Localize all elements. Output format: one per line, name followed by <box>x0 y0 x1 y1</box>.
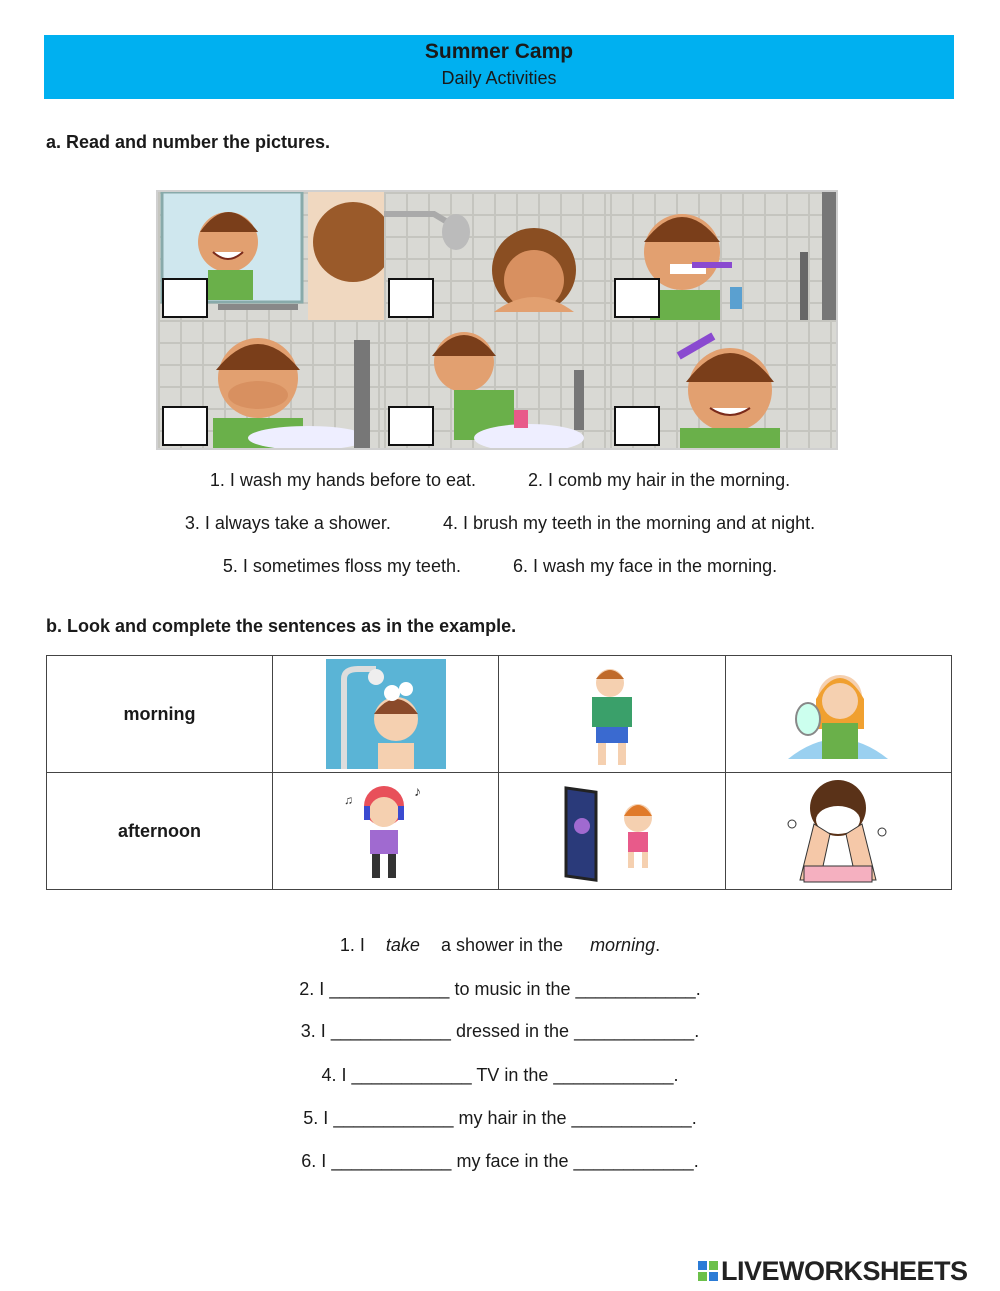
activities-table <box>46 655 952 890</box>
number-input-box[interactable] <box>614 278 660 318</box>
dressing-boy-icon <box>552 659 672 769</box>
sentence-suffix: . <box>691 1108 697 1128</box>
blank-time-input[interactable]: ____________ <box>573 1151 694 1171</box>
sentence-suffix: . <box>694 1021 700 1041</box>
title-banner <box>44 35 954 99</box>
worksheet-title: Summer Camp <box>424 40 574 63</box>
example-time: morning <box>590 935 656 955</box>
picture-washing-face <box>158 320 384 448</box>
sentence-suffix: . <box>695 979 701 999</box>
sentence-prefix: 1. I <box>339 935 365 955</box>
sentence-middle: a shower in the <box>440 935 564 955</box>
watching-tv-icon <box>552 776 672 886</box>
sentence-row-2 <box>0 513 1000 534</box>
sentence: 4. I brush my teeth in the morning and at night. <box>442 513 816 533</box>
svg-text:♫: ♫ <box>343 793 353 807</box>
table-row <box>47 656 952 773</box>
blank-verb-input[interactable]: ____________ <box>351 1065 472 1085</box>
picture-grid <box>156 190 838 450</box>
number-input-box[interactable] <box>162 278 208 318</box>
sentence: 5. I sometimes floss my teeth. <box>222 556 461 576</box>
logo-grid-icon <box>698 1261 718 1281</box>
svg-text:♪: ♪ <box>413 783 421 799</box>
liveworksheets-logo <box>698 1256 968 1286</box>
number-input-box[interactable] <box>162 406 208 446</box>
washing-face-icon <box>778 776 898 886</box>
music-girl-icon <box>326 776 446 886</box>
sentence-middle: my face in the <box>456 1151 569 1171</box>
blank-time-input[interactable]: ____________ <box>571 1108 692 1128</box>
sentence: 6. I wash my face in the morning. <box>512 556 778 576</box>
worksheet-subtitle: Daily Activities <box>441 68 557 88</box>
example-sentence <box>0 935 1000 956</box>
sentence-prefix: 6. I <box>301 1151 327 1171</box>
blank-verb-input[interactable]: ____________ <box>333 1108 454 1128</box>
sentence-prefix: 2. I <box>299 979 325 999</box>
sentence-prefix: 4. I <box>321 1065 347 1085</box>
combing-girl-icon <box>778 659 898 769</box>
sentence-prefix: 5. I <box>303 1108 329 1128</box>
cell-music <box>273 773 499 890</box>
fill-sentence-3 <box>0 1021 1000 1042</box>
cell-shower <box>273 656 499 773</box>
sentence-middle: my hair in the <box>458 1108 567 1128</box>
cell-combing <box>725 656 951 773</box>
sentence-prefix: 3. I <box>300 1021 326 1041</box>
fill-sentence-5 <box>0 1108 1000 1129</box>
sentence-middle: TV in the <box>476 1065 549 1085</box>
sentence-row-3 <box>0 556 1000 577</box>
number-input-box[interactable] <box>388 278 434 318</box>
cell-dressing <box>499 656 725 773</box>
picture-combing-hair <box>610 320 836 448</box>
section-a-title: a. Read and number the pictures. <box>46 132 331 152</box>
section-b-title: b. Look and complete the sentences as in the example. <box>46 616 517 636</box>
cell-tv <box>499 773 725 890</box>
table-row <box>47 773 952 890</box>
row-label-afternoon: afternoon <box>47 773 273 890</box>
picture-shower <box>384 192 610 320</box>
sentence: 3. I always take a shower. <box>184 513 391 533</box>
picture-flossing <box>158 192 384 320</box>
logo-text: LIVEWORKSHEETS <box>721 1255 968 1286</box>
blank-verb-input[interactable]: ____________ <box>329 979 450 999</box>
picture-brushing <box>610 192 836 320</box>
fill-sentence-6 <box>0 1151 1000 1172</box>
blank-verb-input[interactable]: ____________ <box>330 1021 451 1041</box>
sentence-suffix: . <box>673 1065 679 1085</box>
example-verb: take <box>385 935 420 955</box>
blank-verb-input[interactable]: ____________ <box>331 1151 452 1171</box>
shower-girl-icon <box>326 659 446 769</box>
sentence-suffix: . <box>693 1151 699 1171</box>
sentence-middle: dressed in the <box>455 1021 570 1041</box>
sentence-suffix: . <box>655 935 661 955</box>
sentence-middle: to music in the <box>454 979 571 999</box>
row-label-morning: morning <box>47 656 273 773</box>
sentence: 2. I comb my hair in the morning. <box>528 470 791 490</box>
fill-sentence-2 <box>0 979 1000 1000</box>
blank-time-input[interactable]: ____________ <box>575 979 696 999</box>
picture-washing-hands <box>384 320 610 448</box>
fill-sentence-4 <box>0 1065 1000 1086</box>
blank-time-input[interactable]: ____________ <box>553 1065 674 1085</box>
blank-time-input[interactable]: ____________ <box>574 1021 695 1041</box>
number-input-box[interactable] <box>614 406 660 446</box>
cell-washing-face <box>725 773 951 890</box>
number-input-box[interactable] <box>388 406 434 446</box>
sentence: 1. I wash my hands before to eat. <box>209 470 477 490</box>
sentence-row-1 <box>0 470 1000 491</box>
